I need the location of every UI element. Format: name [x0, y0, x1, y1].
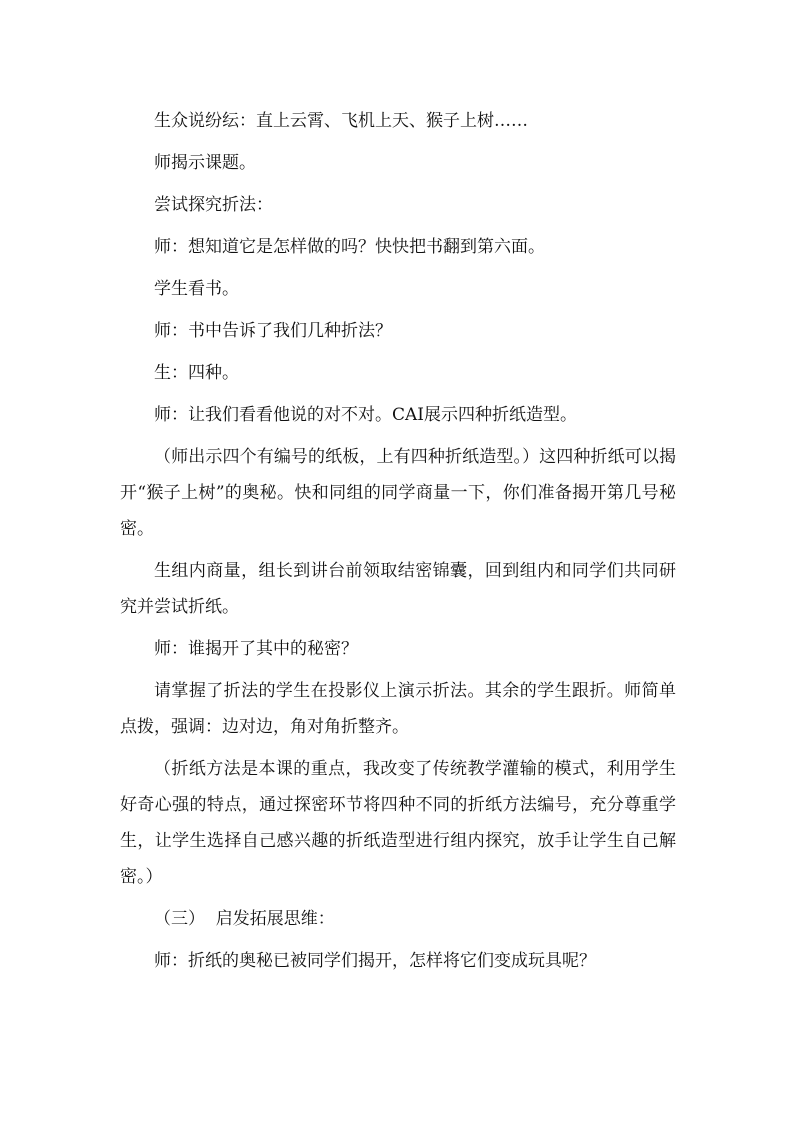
paragraph-reveal-topic: 师揭示课题。	[154, 153, 256, 173]
paragraph-explore-heading: 尝试探究折法：	[154, 195, 273, 215]
paragraph-demonstration: 请掌握了折法的学生在投影仪上演示折法。其余的学生跟折。师简单点拨，强调：边对边，角对角折整齐。	[120, 681, 676, 737]
paragraph-teacher-who-solved: 师：谁揭开了其中的秘密？	[154, 639, 358, 659]
paragraph-student-answer: 生：四种。	[154, 363, 239, 383]
paragraph-teacher-question-book: 师：想知道它是怎样做的吗？快快把书翻到第六面。	[154, 237, 545, 257]
paragraph-teacher-turn-into-toys: 师：折纸的奥秘已被同学们揭开，怎样将它们变成玩具呢？	[154, 951, 596, 971]
paragraph-numbered-boards: （师出示四个有编号的纸板，上有四种折纸造型。）这四种折纸可以揭开“猴子上树”的奥秘。快和同组的同学商量一下，你们准备揭开第几号秘密。	[120, 447, 676, 539]
paragraph-students-read: 学生看书。	[154, 279, 239, 299]
section-heading-expand-thinking: （三） 启发拓展思维：	[154, 909, 335, 929]
paragraph-students-respond: 生众说纷纭：直上云霄、飞机上天、猴子上树……	[154, 111, 528, 131]
document-body	[120, 103, 676, 985]
paragraph-method-commentary: （折纸方法是本课的重点，我改变了传统教学灌输的模式，利用学生好奇心强的特点，通过探密环节将四种不同的折纸方法编号，充分尊重学生，让学生选择自己感兴趣的折纸造型进行组内探究，放手让学生自己解密。）	[120, 759, 676, 887]
paragraph-group-discussion: 生组内商量，组长到讲台前领取结密锦囊，回到组内和同学们共同研究并尝试折纸。	[120, 561, 676, 617]
paragraph-teacher-cai: 师：让我们看看他说的对不对。CAI展示四种折纸造型。	[154, 405, 577, 425]
paragraph-teacher-how-many: 师：书中告诉了我们几种折法？	[154, 321, 392, 341]
